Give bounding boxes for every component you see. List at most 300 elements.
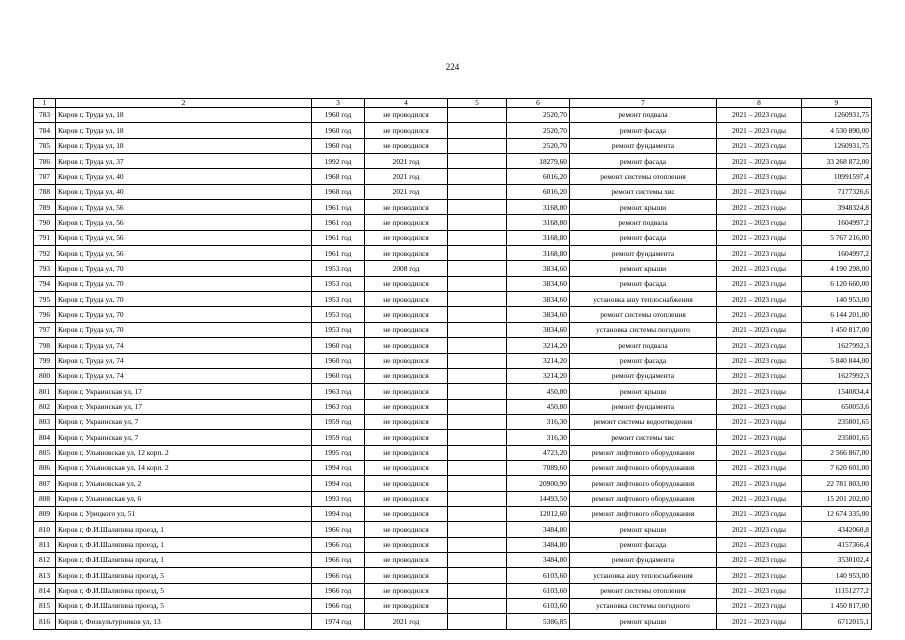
area-cell: 3834,60 (507, 276, 570, 291)
row-number-cell: 807 (34, 476, 56, 491)
last-repair-cell: не проводился (365, 322, 448, 337)
area-cell: 3168,80 (507, 215, 570, 230)
area-cell: 6103,60 (507, 568, 570, 583)
row-number-cell: 813 (34, 568, 56, 583)
last-repair-cell: не проводился (365, 522, 448, 537)
period-cell: 2021 – 2023 годы (717, 368, 802, 383)
period-cell: 2021 – 2023 годы (717, 353, 802, 368)
address-cell: Киров г, Ульяновская ул, 2 (56, 476, 312, 491)
period-cell: 2021 – 2023 годы (717, 230, 802, 245)
table-row (34, 108, 872, 123)
table-row (34, 552, 872, 567)
empty-cell (448, 568, 507, 583)
table-row (34, 522, 872, 537)
last-repair-cell: не проводился (365, 307, 448, 322)
row-number-cell: 784 (34, 123, 56, 138)
row-number-cell: 810 (34, 522, 56, 537)
period-cell: 2021 – 2023 годы (717, 276, 802, 291)
row-number-cell: 811 (34, 537, 56, 552)
last-repair-cell: не проводился (365, 384, 448, 399)
table-row (34, 399, 872, 414)
empty-cell (448, 169, 507, 184)
cost-cell: 2 566 867,00 (802, 445, 872, 460)
empty-cell (448, 368, 507, 383)
empty-cell (448, 506, 507, 521)
cost-cell: 4342060,8 (802, 522, 872, 537)
build-year-cell: 1963 год (312, 399, 365, 414)
row-number-cell: 814 (34, 583, 56, 598)
work-type-cell: ремонт фасада (570, 230, 717, 245)
column-header: 6 (507, 99, 570, 108)
last-repair-cell: не проводился (365, 292, 448, 307)
period-cell: 2021 – 2023 годы (717, 537, 802, 552)
row-number-cell: 793 (34, 261, 56, 276)
area-cell: 3834,60 (507, 261, 570, 276)
column-header: 9 (802, 99, 872, 108)
cost-cell: 140 953,00 (802, 292, 872, 307)
table-row (34, 614, 872, 629)
build-year-cell: 1959 год (312, 430, 365, 445)
period-cell: 2021 – 2023 годы (717, 460, 802, 475)
work-type-cell: ремонт системы отопления (570, 169, 717, 184)
area-cell: 18279,60 (507, 154, 570, 169)
last-repair-cell: не проводился (365, 123, 448, 138)
table-row (34, 246, 872, 261)
build-year-cell: 1960 год (312, 138, 365, 153)
cost-cell: 7 620 601,00 (802, 460, 872, 475)
empty-cell (448, 445, 507, 460)
period-cell: 2021 – 2023 годы (717, 552, 802, 567)
last-repair-cell: не проводился (365, 276, 448, 291)
empty-cell (448, 522, 507, 537)
work-type-cell: ремонт подвала (570, 338, 717, 353)
period-cell: 2021 – 2023 годы (717, 599, 802, 614)
work-type-cell: ремонт фасада (570, 537, 717, 552)
cost-cell: 7177326,6 (802, 184, 872, 199)
empty-cell (448, 138, 507, 153)
build-year-cell: 1993 год (312, 491, 365, 506)
column-header: 8 (717, 99, 802, 108)
cost-cell: 12 674 335,00 (802, 506, 872, 521)
build-year-cell: 1953 год (312, 276, 365, 291)
last-repair-cell: не проводился (365, 476, 448, 491)
build-year-cell: 1974 год (312, 614, 365, 629)
area-cell: 316,30 (507, 414, 570, 429)
row-number-cell: 783 (34, 108, 56, 123)
table-header-row (34, 99, 872, 108)
address-cell: Киров г, Украинская ул, 17 (56, 384, 312, 399)
work-type-cell: ремонт системы хвс (570, 430, 717, 445)
column-header: 5 (448, 99, 507, 108)
cost-cell: 235801,65 (802, 414, 872, 429)
last-repair-cell: 2021 год (365, 614, 448, 629)
work-type-cell: ремонт системы водоотведения (570, 414, 717, 429)
last-repair-cell: не проводился (365, 200, 448, 215)
area-cell: 6016,20 (507, 184, 570, 199)
empty-cell (448, 307, 507, 322)
row-number-cell: 809 (34, 506, 56, 521)
period-cell: 2021 – 2023 годы (717, 108, 802, 123)
period-cell: 2021 – 2023 годы (717, 614, 802, 629)
last-repair-cell: не проводился (365, 246, 448, 261)
period-cell: 2021 – 2023 годы (717, 399, 802, 414)
cost-cell: 1 450 817,00 (802, 599, 872, 614)
table-row (34, 123, 872, 138)
row-number-cell: 815 (34, 599, 56, 614)
cost-cell: 1260931,75 (802, 108, 872, 123)
row-number-cell: 792 (34, 246, 56, 261)
period-cell: 2021 – 2023 годы (717, 414, 802, 429)
empty-cell (448, 384, 507, 399)
row-number-cell: 785 (34, 138, 56, 153)
empty-cell (448, 614, 507, 629)
period-cell: 2021 – 2023 годы (717, 491, 802, 506)
work-type-cell: установка системы погодного (570, 599, 717, 614)
cost-cell: 235801,65 (802, 430, 872, 445)
cost-cell: 4157366,4 (802, 537, 872, 552)
empty-cell (448, 322, 507, 337)
last-repair-cell: не проводился (365, 599, 448, 614)
page-number: 224 (445, 62, 460, 72)
cost-cell: 6 120 660,00 (802, 276, 872, 291)
address-cell: Киров г, Ф.И.Шаляпина проезд, 5 (56, 583, 312, 598)
build-year-cell: 1966 год (312, 552, 365, 567)
build-year-cell: 1953 год (312, 322, 365, 337)
row-number-cell: 790 (34, 215, 56, 230)
empty-cell (448, 552, 507, 567)
period-cell: 2021 – 2023 годы (717, 522, 802, 537)
address-cell: Киров г, Ф.И.Шаляпина проезд, 1 (56, 552, 312, 567)
table-row (34, 292, 872, 307)
last-repair-cell: не проводился (365, 215, 448, 230)
build-year-cell: 1963 год (312, 384, 365, 399)
row-number-cell: 800 (34, 368, 56, 383)
build-year-cell: 1953 год (312, 307, 365, 322)
last-repair-cell: не проводился (365, 506, 448, 521)
address-cell: Киров г, Труда ул, 56 (56, 215, 312, 230)
build-year-cell: 1966 год (312, 583, 365, 598)
column-header: 1 (34, 99, 56, 108)
address-cell: Киров г, Труда ул, 56 (56, 200, 312, 215)
last-repair-cell: не проводился (365, 368, 448, 383)
area-cell: 5386,85 (507, 614, 570, 629)
table-row (34, 445, 872, 460)
address-cell: Киров г, Труда ул, 70 (56, 276, 312, 291)
build-year-cell: 1953 год (312, 261, 365, 276)
area-cell: 2520,70 (507, 108, 570, 123)
period-cell: 2021 – 2023 годы (717, 215, 802, 230)
address-cell: Киров г, Ульяновская ул, 12 корп. 2 (56, 445, 312, 460)
address-cell: Киров г, Ульяновская ул, 6 (56, 491, 312, 506)
address-cell: Киров г, Ульяновская ул, 14 корп. 2 (56, 460, 312, 475)
row-number-cell: 802 (34, 399, 56, 414)
row-number-cell: 797 (34, 322, 56, 337)
address-cell: Киров г, Украинская ул, 7 (56, 414, 312, 429)
period-cell: 2021 – 2023 годы (717, 261, 802, 276)
build-year-cell: 1961 год (312, 246, 365, 261)
cost-cell: 6 144 201,00 (802, 307, 872, 322)
last-repair-cell: не проводился (365, 338, 448, 353)
address-cell: Киров г, Труда ул, 74 (56, 368, 312, 383)
table-row (34, 276, 872, 291)
row-number-cell: 794 (34, 276, 56, 291)
work-type-cell: ремонт лифтового оборудования (570, 460, 717, 475)
table-row (34, 261, 872, 276)
last-repair-cell: 2021 год (365, 154, 448, 169)
build-year-cell: 1968 год (312, 169, 365, 184)
cost-cell: 15 201 202,00 (802, 491, 872, 506)
work-type-cell: установка ашу теплоснабжения (570, 292, 717, 307)
table-row (34, 368, 872, 383)
row-number-cell: 788 (34, 184, 56, 199)
cost-cell: 3948324,8 (802, 200, 872, 215)
table-row (34, 200, 872, 215)
period-cell: 2021 – 2023 годы (717, 169, 802, 184)
capital-repair-table (33, 98, 872, 630)
period-cell: 2021 – 2023 годы (717, 246, 802, 261)
last-repair-cell: 2008 год (365, 261, 448, 276)
last-repair-cell: не проводился (365, 430, 448, 445)
cost-cell: 650053,6 (802, 399, 872, 414)
last-repair-cell: не проводился (365, 353, 448, 368)
area-cell: 3484,80 (507, 552, 570, 567)
area-cell: 3834,60 (507, 307, 570, 322)
empty-cell (448, 123, 507, 138)
address-cell: Киров г, Труда ул, 70 (56, 307, 312, 322)
period-cell: 2021 – 2023 годы (717, 430, 802, 445)
address-cell: Киров г, Труда ул, 70 (56, 322, 312, 337)
area-cell: 3214,20 (507, 353, 570, 368)
build-year-cell: 1995 год (312, 445, 365, 460)
last-repair-cell: не проводился (365, 230, 448, 245)
period-cell: 2021 – 2023 годы (717, 292, 802, 307)
period-cell: 2021 – 2023 годы (717, 338, 802, 353)
column-header: 3 (312, 99, 365, 108)
cost-cell: 1 450 817,00 (802, 322, 872, 337)
table-row (34, 460, 872, 475)
build-year-cell: 1960 год (312, 353, 365, 368)
row-number-cell: 806 (34, 460, 56, 475)
row-number-cell: 787 (34, 169, 56, 184)
address-cell: Киров г, Труда ул, 70 (56, 292, 312, 307)
build-year-cell: 1968 год (312, 184, 365, 199)
cost-cell: 11151277,2 (802, 583, 872, 598)
empty-cell (448, 353, 507, 368)
work-type-cell: ремонт крыши (570, 384, 717, 399)
row-number-cell: 805 (34, 445, 56, 460)
table-row (34, 599, 872, 614)
table-row (34, 353, 872, 368)
empty-cell (448, 460, 507, 475)
build-year-cell: 1966 год (312, 568, 365, 583)
empty-cell (448, 399, 507, 414)
work-type-cell: ремонт лифтового оборудования (570, 476, 717, 491)
work-type-cell: ремонт фасада (570, 154, 717, 169)
table-row (34, 169, 872, 184)
table-row (34, 537, 872, 552)
row-number-cell: 804 (34, 430, 56, 445)
empty-cell (448, 200, 507, 215)
address-cell: Киров г, Труда ул, 37 (56, 154, 312, 169)
address-cell: Киров г, Труда ул, 18 (56, 108, 312, 123)
address-cell: Киров г, Украинская ул, 7 (56, 430, 312, 445)
address-cell: Киров г, Труда ул, 40 (56, 169, 312, 184)
build-year-cell: 1960 год (312, 338, 365, 353)
period-cell: 2021 – 2023 годы (717, 506, 802, 521)
cost-cell: 6712015,1 (802, 614, 872, 629)
period-cell: 2021 – 2023 годы (717, 445, 802, 460)
row-number-cell: 801 (34, 384, 56, 399)
address-cell: Киров г, Украинская ул, 17 (56, 399, 312, 414)
work-type-cell: ремонт фасада (570, 276, 717, 291)
area-cell: 3168,80 (507, 230, 570, 245)
period-cell: 2021 – 2023 годы (717, 307, 802, 322)
build-year-cell: 1994 год (312, 506, 365, 521)
cost-cell: 22 781 803,00 (802, 476, 872, 491)
empty-cell (448, 261, 507, 276)
empty-cell (448, 491, 507, 506)
address-cell: Киров г, Труда ул, 74 (56, 353, 312, 368)
work-type-cell: ремонт фундамента (570, 246, 717, 261)
area-cell: 3214,20 (507, 338, 570, 353)
area-cell: 14493,50 (507, 491, 570, 506)
build-year-cell: 1961 год (312, 215, 365, 230)
cost-cell: 4 190 298,00 (802, 261, 872, 276)
address-cell: Киров г, Физкультурников ул, 13 (56, 614, 312, 629)
table-row (34, 215, 872, 230)
empty-cell (448, 583, 507, 598)
address-cell: Киров г, Труда ул, 18 (56, 138, 312, 153)
cost-cell: 5 767 216,00 (802, 230, 872, 245)
cost-cell: 33 268 872,00 (802, 154, 872, 169)
build-year-cell: 1961 год (312, 230, 365, 245)
cost-cell: 10991597,4 (802, 169, 872, 184)
row-number-cell: 798 (34, 338, 56, 353)
address-cell: Киров г, Труда ул, 56 (56, 230, 312, 245)
last-repair-cell: не проводился (365, 445, 448, 460)
table-row (34, 430, 872, 445)
address-cell: Киров г, Урицкого ул, 51 (56, 506, 312, 521)
table-row (34, 184, 872, 199)
row-number-cell: 808 (34, 491, 56, 506)
area-cell: 450,80 (507, 384, 570, 399)
row-number-cell: 799 (34, 353, 56, 368)
column-header: 7 (570, 99, 717, 108)
row-number-cell: 812 (34, 552, 56, 567)
address-cell: Киров г, Труда ул, 40 (56, 184, 312, 199)
work-type-cell: ремонт фасада (570, 123, 717, 138)
period-cell: 2021 – 2023 годы (717, 200, 802, 215)
work-type-cell: ремонт фундамента (570, 368, 717, 383)
area-cell: 3834,60 (507, 322, 570, 337)
empty-cell (448, 154, 507, 169)
column-header: 4 (365, 99, 448, 108)
cost-cell: 1627992,3 (802, 368, 872, 383)
row-number-cell: 796 (34, 307, 56, 322)
last-repair-cell: не проводился (365, 568, 448, 583)
area-cell: 450,80 (507, 399, 570, 414)
address-cell: Киров г, Труда ул, 56 (56, 246, 312, 261)
cost-cell: 1604997,2 (802, 246, 872, 261)
build-year-cell: 1961 год (312, 200, 365, 215)
table-row (34, 338, 872, 353)
period-cell: 2021 – 2023 годы (717, 322, 802, 337)
last-repair-cell: не проводился (365, 460, 448, 475)
address-cell: Киров г, Ф.И.Шаляпина проезд, 5 (56, 599, 312, 614)
row-number-cell: 789 (34, 200, 56, 215)
empty-cell (448, 599, 507, 614)
area-cell: 2520,70 (507, 138, 570, 153)
last-repair-cell: не проводился (365, 537, 448, 552)
work-type-cell: ремонт лифтового оборудования (570, 506, 717, 521)
build-year-cell: 1960 год (312, 123, 365, 138)
build-year-cell: 1959 год (312, 414, 365, 429)
cost-cell: 1627992,3 (802, 338, 872, 353)
address-cell: Киров г, Ф.И.Шаляпина проезд, 1 (56, 522, 312, 537)
period-cell: 2021 – 2023 годы (717, 154, 802, 169)
address-cell: Киров г, Труда ул, 18 (56, 123, 312, 138)
column-header: 2 (56, 99, 312, 108)
row-number-cell: 795 (34, 292, 56, 307)
area-cell: 12012,60 (507, 506, 570, 521)
build-year-cell: 1960 год (312, 108, 365, 123)
area-cell: 6103,60 (507, 583, 570, 598)
cost-cell: 1604997,2 (802, 215, 872, 230)
work-type-cell: ремонт фундамента (570, 138, 717, 153)
period-cell: 2021 – 2023 годы (717, 184, 802, 199)
last-repair-cell: не проводился (365, 583, 448, 598)
cost-cell: 1260931,75 (802, 138, 872, 153)
cost-cell: 5 840 844,00 (802, 353, 872, 368)
table-row (34, 384, 872, 399)
build-year-cell: 1960 год (312, 368, 365, 383)
empty-cell (448, 276, 507, 291)
last-repair-cell: 2021 год (365, 169, 448, 184)
table-row (34, 476, 872, 491)
last-repair-cell: не проводился (365, 552, 448, 567)
build-year-cell: 1992 год (312, 154, 365, 169)
empty-cell (448, 537, 507, 552)
last-repair-cell: не проводился (365, 491, 448, 506)
work-type-cell: ремонт системы отопления (570, 583, 717, 598)
build-year-cell: 1966 год (312, 599, 365, 614)
last-repair-cell: не проводился (365, 399, 448, 414)
work-type-cell: установка ашу теплоснабжения (570, 568, 717, 583)
table-row (34, 568, 872, 583)
address-cell: Киров г, Труда ул, 70 (56, 261, 312, 276)
address-cell: Киров г, Ф.И.Шаляпина проезд, 1 (56, 537, 312, 552)
table-row (34, 230, 872, 245)
empty-cell (448, 430, 507, 445)
area-cell: 3168,80 (507, 246, 570, 261)
work-type-cell: ремонт подвала (570, 215, 717, 230)
row-number-cell: 791 (34, 230, 56, 245)
work-type-cell: ремонт фундамента (570, 552, 717, 567)
row-number-cell: 816 (34, 614, 56, 629)
area-cell: 3834,60 (507, 292, 570, 307)
work-type-cell: ремонт лифтового оборудования (570, 445, 717, 460)
area-cell: 2520,70 (507, 123, 570, 138)
cost-cell: 1540834,4 (802, 384, 872, 399)
build-year-cell: 1994 год (312, 476, 365, 491)
address-cell: Киров г, Ф.И.Шаляпина проезд, 5 (56, 568, 312, 583)
period-cell: 2021 – 2023 годы (717, 384, 802, 399)
period-cell: 2021 – 2023 годы (717, 568, 802, 583)
area-cell: 316,30 (507, 430, 570, 445)
last-repair-cell: не проводился (365, 414, 448, 429)
area-cell: 4723,20 (507, 445, 570, 460)
work-type-cell: ремонт крыши (570, 614, 717, 629)
